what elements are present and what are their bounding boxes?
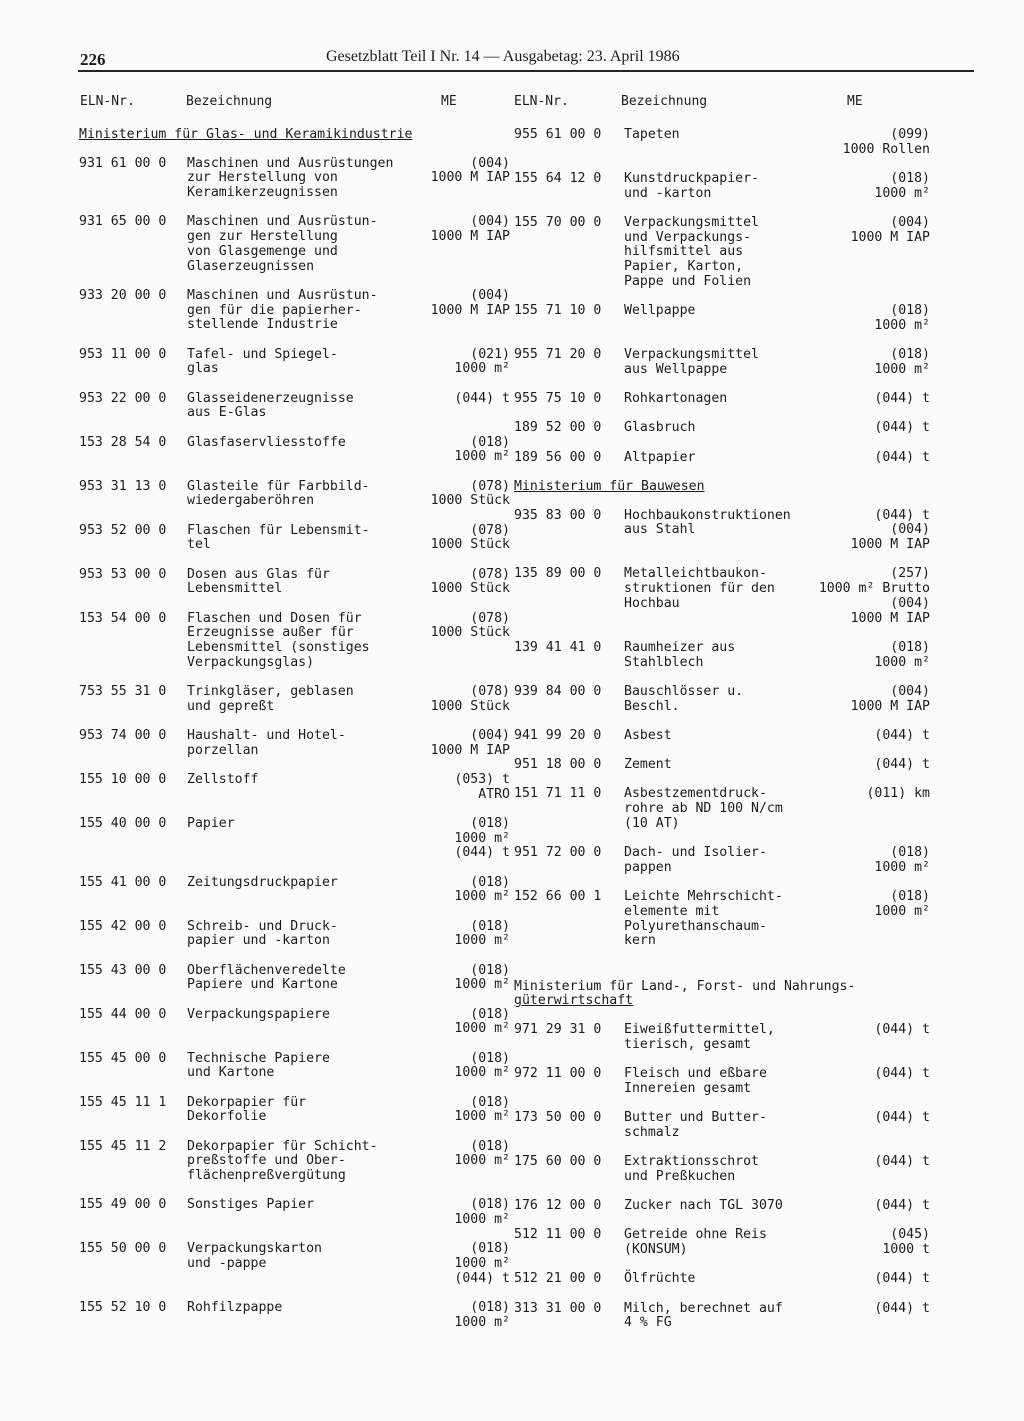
designation: Schreib- und Druck- papier und -karton	[187, 918, 338, 949]
unit-measure: (004) 1000 M IAP	[430, 727, 510, 758]
designation: Verpackungsmittel und Verpackungs- hilfsmittel aus Papier, Karton, Pappe und Folien	[624, 215, 759, 289]
designation: Technische Papiere und Kartone	[187, 1050, 330, 1081]
right-entry-list-c	[514, 1023, 954, 1331]
eln-code: 939 84 00 0	[514, 683, 602, 699]
designation: Ölfrüchte	[624, 1271, 696, 1287]
unit-measure: (018) 1000 m²	[454, 1300, 510, 1330]
unit-measure: (044) t	[874, 1065, 930, 1081]
unit-measure: (018) 1000 m²	[454, 1197, 510, 1228]
unit-measure: (018) 1000 m²	[454, 434, 510, 465]
left-header-me: ME	[441, 94, 457, 109]
eln-code: 155 49 00 0	[79, 1197, 167, 1213]
list-item	[514, 1155, 954, 1184]
unit-measure: (011) km	[866, 786, 930, 802]
designation: Zucker nach TGL 3070	[624, 1197, 783, 1213]
list-item	[79, 685, 514, 714]
eln-code: 955 75 10 0	[514, 391, 602, 407]
eln-code: 941 99 20 0	[514, 727, 602, 743]
list-item	[514, 567, 954, 626]
list-item	[514, 421, 954, 436]
list-item	[79, 817, 514, 861]
designation: Maschinen und Ausrüstungen zur Herstellung von Keramikerzeugnissen	[187, 155, 394, 201]
list-item	[79, 157, 514, 201]
designation: Getreide ohne Reis (KONSUM)	[624, 1227, 767, 1257]
unit-measure: (078) 1000 Stück	[430, 478, 510, 509]
designation: Dosen aus Glas für Lebensmittel	[187, 566, 330, 597]
list-item	[79, 729, 514, 758]
designation: Tapeten	[624, 127, 680, 142]
unit-measure: (018) 1000 m²	[874, 845, 930, 875]
designation: Hochbaukonstruktionen aus Stahl	[624, 507, 791, 538]
unit-measure: (044) t	[874, 391, 930, 407]
designation: Kunstdruckpapier- und -karton	[624, 171, 759, 201]
right-entry-list-b	[514, 509, 954, 949]
list-item	[514, 128, 954, 157]
list-item	[514, 846, 954, 875]
eln-code: 953 52 00 0	[79, 522, 167, 538]
section-heading-land-forst	[514, 980, 954, 1009]
designation: Extraktionsschrot und Preßkuchen	[624, 1153, 759, 1184]
list-item	[514, 641, 954, 670]
designation: Sonstiges Papier	[187, 1197, 315, 1213]
eln-code: 153 54 00 0	[79, 610, 167, 626]
list-item	[79, 480, 514, 509]
eln-code: 955 61 00 0	[514, 127, 602, 142]
designation: Rohfilzpappe	[187, 1300, 283, 1316]
page-number: 226	[80, 50, 106, 69]
eln-code: 155 70 00 0	[514, 215, 602, 230]
unit-measure: (018) 1000 m²	[874, 347, 930, 377]
eln-code: 155 50 00 0	[79, 1241, 167, 1257]
list-item	[79, 1198, 514, 1227]
list-item	[79, 289, 514, 333]
unit-measure: (018) 1000 m²	[454, 1138, 510, 1169]
list-item	[514, 758, 954, 773]
list-item	[514, 304, 954, 333]
list-item	[514, 1199, 954, 1214]
unit-measure: (044) t	[874, 449, 930, 465]
eln-code: 931 61 00 0	[79, 155, 167, 171]
right-entry-list-a	[514, 128, 954, 465]
eln-code: 153 28 54 0	[79, 434, 167, 450]
eln-code: 953 53 00 0	[79, 566, 167, 582]
list-item	[79, 1242, 514, 1286]
unit-measure: (044) t	[874, 1300, 930, 1316]
list-item	[514, 685, 954, 714]
section-heading-line-2: güterwirtschaft	[514, 993, 634, 1009]
designation: Zeitungsdruckpapier	[187, 874, 338, 890]
section-heading-line-1: Ministerium für Land-, Forst- und Nahrungs-	[514, 978, 856, 994]
eln-code: 155 40 00 0	[79, 815, 167, 831]
eln-code: 971 29 31 0	[514, 1021, 602, 1037]
right-header-me: ME	[847, 94, 863, 109]
list-item	[79, 524, 514, 553]
eln-code: 152 66 00 1	[514, 889, 602, 905]
designation: Zement	[624, 757, 672, 773]
list-item	[514, 890, 954, 949]
designation: Raumheizer aus Stahlblech	[624, 639, 736, 670]
unit-measure: (099) 1000 Rollen	[842, 127, 930, 157]
unit-measure: (045) 1000 t	[882, 1227, 930, 1257]
designation: Eiweißfuttermittel, tierisch, gesamt	[624, 1021, 775, 1052]
list-item	[79, 920, 514, 949]
designation: Fleisch und eßbare Innereien gesamt	[624, 1065, 767, 1096]
eln-code: 512 21 00 0	[514, 1271, 602, 1287]
unit-measure: (078) 1000 Stück	[430, 610, 510, 641]
eln-code: 155 43 00 0	[79, 962, 167, 978]
list-item	[79, 1301, 514, 1330]
unit-measure: (018) 1000 m²	[454, 1050, 510, 1081]
designation: Trinkgläser, geblasen und gepreßt	[187, 683, 354, 714]
designation: Verpackungskarton und -pappe	[187, 1241, 322, 1272]
list-item	[79, 1008, 514, 1037]
unit-measure: (018) 1000 m²	[454, 918, 510, 949]
eln-code: 189 56 00 0	[514, 449, 602, 465]
designation: Dekorpapier für Schicht- preßstoffe und Ober- flächenpreßvergütung	[187, 1138, 378, 1184]
designation: Haushalt- und Hotel- porzellan	[187, 727, 346, 758]
eln-code: 753 55 31 0	[79, 683, 167, 699]
list-item	[514, 787, 954, 831]
list-item	[514, 1023, 954, 1052]
unit-measure: (018) 1000 m²	[454, 1094, 510, 1125]
designation: Asbestzementdruck- rohre ab ND 100 N/cm (10 AT)	[624, 786, 783, 831]
eln-code: 139 41 41 0	[514, 639, 602, 655]
list-item	[514, 1302, 954, 1331]
designation: Metalleichtbaukon- struktionen für den Hochbau	[624, 566, 775, 611]
eln-code: 155 44 00 0	[79, 1006, 167, 1022]
eln-code: 313 31 00 0	[514, 1300, 602, 1316]
eln-code: 155 45 11 2	[79, 1138, 167, 1154]
eln-code: 155 45 11 1	[79, 1094, 167, 1110]
list-item	[514, 451, 954, 466]
eln-code: 953 31 13 0	[79, 478, 167, 494]
list-item	[79, 964, 514, 993]
list-item	[79, 392, 514, 421]
designation: Flaschen für Lebensmit- tel	[187, 522, 370, 553]
left-header-desc: Bezeichnung	[186, 94, 273, 109]
unit-measure: (004) 1000 M IAP	[850, 683, 930, 714]
eln-code: 176 12 00 0	[514, 1197, 602, 1213]
eln-code: 155 71 10 0	[514, 303, 602, 319]
eln-code: 512 11 00 0	[514, 1227, 602, 1243]
designation: Butter und Butter- schmalz	[624, 1109, 767, 1140]
unit-measure: (044) t	[874, 420, 930, 436]
unit-measure: (018) 1000 m²	[874, 303, 930, 333]
designation: Glasfaservliesstoffe	[187, 434, 346, 450]
unit-measure: (004) 1000 M IAP	[430, 214, 510, 245]
unit-measure: (018) 1000 m² (044) t	[454, 815, 510, 861]
unit-measure: (053) t ATRO	[454, 771, 510, 802]
designation: Zellstoff	[187, 771, 259, 787]
designation: Oberflächenveredelte Papiere und Kartone	[187, 962, 346, 993]
list-item	[514, 348, 954, 377]
left-entry-list	[79, 157, 514, 1331]
list-item	[514, 1228, 954, 1257]
unit-measure: (018) 1000 m²	[454, 874, 510, 905]
eln-code: 953 22 00 0	[79, 390, 167, 406]
right-column	[514, 128, 954, 1346]
unit-measure: (018) 1000 m²	[874, 889, 930, 919]
unit-measure: (021) 1000 m²	[454, 346, 510, 377]
list-item	[514, 1067, 954, 1096]
designation: Bauschlösser u. Beschl.	[624, 683, 744, 714]
unit-measure: (044) t	[874, 1271, 930, 1287]
designation: Papier	[187, 815, 235, 831]
list-item	[79, 1140, 514, 1184]
eln-code: 933 20 00 0	[79, 287, 167, 303]
left-header-code: ELN-Nr.	[80, 94, 135, 109]
designation: Glasseidenerzeugnisse aus E-Glas	[187, 390, 354, 421]
eln-code: 155 41 00 0	[79, 874, 167, 890]
eln-code: 955 71 20 0	[514, 347, 602, 363]
designation: Dach- und Isolier- pappen	[624, 845, 767, 875]
list-item	[79, 1096, 514, 1125]
eln-code: 951 72 00 0	[514, 845, 602, 861]
list-item	[79, 348, 514, 377]
list-item	[79, 876, 514, 905]
unit-measure: (044) t	[454, 390, 510, 406]
list-item	[514, 1111, 954, 1140]
unit-measure: (004) 1000 M IAP	[850, 215, 930, 245]
eln-code: 151 71 11 0	[514, 786, 602, 802]
designation: Milch, berechnet auf 4 % FG	[624, 1300, 783, 1331]
page-header	[78, 46, 974, 72]
section-heading-glas-keramik: Ministerium für Glas- und Keramikindustrie	[79, 127, 413, 142]
eln-code: 175 60 00 0	[514, 1153, 602, 1169]
unit-measure: (018) 1000 m²	[454, 1006, 510, 1037]
unit-measure: (004) 1000 M IAP	[430, 287, 510, 318]
eln-code: 953 74 00 0	[79, 727, 167, 743]
designation: Rohkartonagen	[624, 391, 728, 407]
eln-code: 135 89 00 0	[514, 566, 602, 582]
eln-code: 931 65 00 0	[79, 214, 167, 230]
eln-code: 173 50 00 0	[514, 1109, 602, 1125]
eln-code: 189 52 00 0	[514, 420, 602, 436]
designation: Verpackungspapiere	[187, 1006, 330, 1022]
unit-measure: (018) 1000 m²	[874, 171, 930, 201]
unit-measure: (044) t	[874, 757, 930, 773]
unit-measure: (018) 1000 m²	[454, 962, 510, 993]
designation: Leichte Mehrschicht- elemente mit Polyurethanschaum- kern	[624, 889, 783, 949]
eln-code: 972 11 00 0	[514, 1065, 602, 1081]
eln-code: 935 83 00 0	[514, 507, 602, 523]
unit-measure: (078) 1000 Stück	[430, 522, 510, 553]
unit-measure: (018) 1000 m² (044) t	[454, 1241, 510, 1286]
unit-measure: (004) 1000 M IAP	[430, 155, 510, 186]
designation: Wellpappe	[624, 303, 696, 319]
list-item	[514, 1272, 954, 1287]
unit-measure: (044) t (004) 1000 M IAP	[850, 507, 930, 553]
eln-code: 155 64 12 0	[514, 171, 602, 186]
eln-code: 155 10 00 0	[79, 771, 167, 787]
designation: Maschinen und Ausrüstun- gen für die papierher- stellende Industrie	[187, 287, 378, 333]
list-item	[514, 392, 954, 407]
section-heading-bauwesen: Ministerium für Bauwesen	[514, 479, 705, 494]
right-header-code: ELN-Nr.	[514, 94, 569, 109]
list-item	[514, 216, 954, 290]
page-title: Gesetzblatt Teil I Nr. 14 — Ausgabetag: 23. April 1986	[326, 48, 680, 65]
designation: Flaschen und Dosen für Erzeugnisse außer für Lebensmittel (sonstiges Verpackungsglas)	[187, 610, 370, 670]
designation: Altpapier	[624, 449, 696, 465]
designation: Verpackungsmittel aus Wellpappe	[624, 347, 759, 377]
list-item	[79, 773, 514, 802]
unit-measure: (078) 1000 Stück	[430, 566, 510, 597]
unit-measure: (018) 1000 m²	[874, 639, 930, 670]
unit-measure: (044) t	[874, 727, 930, 743]
list-item	[514, 509, 954, 553]
unit-measure: (044) t	[874, 1021, 930, 1037]
list-item	[79, 1052, 514, 1081]
list-item	[514, 729, 954, 744]
designation: Asbest	[624, 727, 672, 743]
designation: Dekorpapier für Dekorfolie	[187, 1094, 307, 1125]
unit-measure: (044) t	[874, 1197, 930, 1213]
eln-code: 953 11 00 0	[79, 346, 167, 362]
unit-measure: (257) 1000 m² Brutto (004) 1000 M IAP	[818, 566, 930, 626]
left-column	[79, 128, 514, 1345]
right-header-desc: Bezeichnung	[621, 94, 708, 109]
list-item	[79, 568, 514, 597]
eln-code: 155 45 00 0	[79, 1050, 167, 1066]
eln-code: 155 52 10 0	[79, 1300, 167, 1316]
list-item	[514, 172, 954, 201]
list-item	[79, 612, 514, 671]
designation: Glasbruch	[624, 420, 696, 436]
designation: Maschinen und Ausrüstun- gen zur Herstellung von Glasgemenge und Glaserzeugnissen	[187, 214, 378, 274]
list-item	[79, 215, 514, 274]
unit-measure: (044) t	[874, 1153, 930, 1169]
designation: Tafel- und Spiegel- glas	[187, 346, 338, 377]
unit-measure: (078) 1000 Stück	[430, 683, 510, 714]
list-item	[79, 436, 514, 465]
designation: Glasteile für Farbbild- wiedergaberöhren	[187, 478, 370, 509]
eln-code: 951 18 00 0	[514, 757, 602, 773]
eln-code: 155 42 00 0	[79, 918, 167, 934]
unit-measure: (044) t	[874, 1109, 930, 1125]
